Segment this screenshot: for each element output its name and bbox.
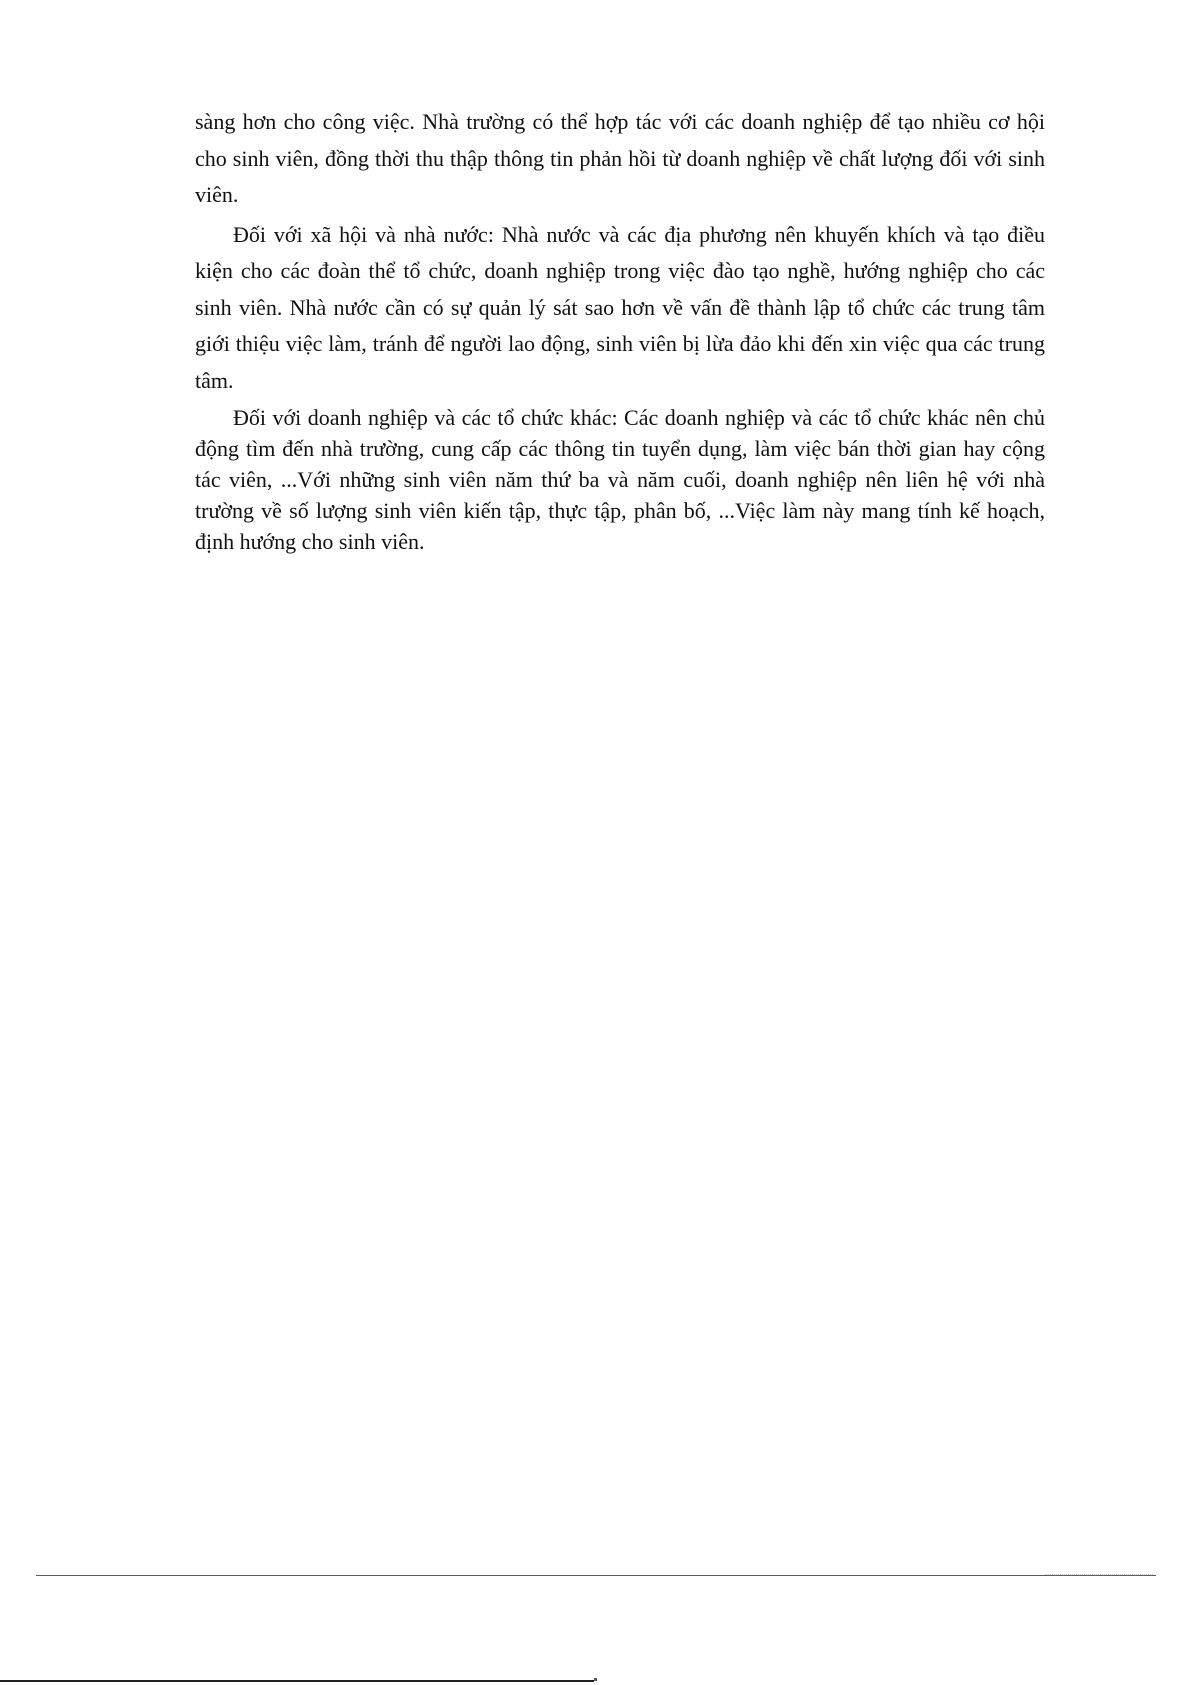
footer-faint-marks [1045, 1574, 1153, 1575]
bottom-edge-line [0, 1680, 594, 1682]
body-text [195, 104, 1045, 557]
paragraph-society-state: Đối với xã hội và nhà nước: Nhà nước và các địa phương nên khuyến khích và tạo điều kiện cho các đoàn thể tổ chức, doanh nghiệp trong việc đào tạo nghề, hướng nghiệp cho các sinh viên. Nhà nước cần có sự quản lý sát sao hơn về vấn đề thành lập tổ chức các trung tâm giới thiệu việc làm, tránh để người lao động, sinh viên bị lừa đảo khi đến xin việc qua các trung tâm. [195, 221, 1045, 393]
footer-divider [36, 1575, 1156, 1576]
bottom-edge-dot [594, 1678, 597, 1681]
paragraph-enterprises: Đối với doanh nghiệp và các tổ chức khác: Các doanh nghiệp và các tổ chức khác nên chủ động tìm đến nhà trường, cung cấp các thông tin tuyển dụng, làm việc bán thời gian hay cộng tác viên, ...Với những sinh viên năm thứ ba và năm cuối, doanh nghiệp nên liên hệ với nhà trường về số lượng sinh viên kiến tập, thực tập, phân bố, ...Việc làm này mang tính kế hoạch, định hướng cho sinh viên. [195, 405, 1045, 554]
paragraph-continuation: sàng hơn cho công việc. Nhà trường có thể hợp tác với các doanh nghiệp để tạo nhiều cơ hội cho sinh viên, đồng thời thu thập thông tin phản hồi từ doanh nghiệp về chất lượng đối với sinh viên. [195, 109, 1045, 207]
